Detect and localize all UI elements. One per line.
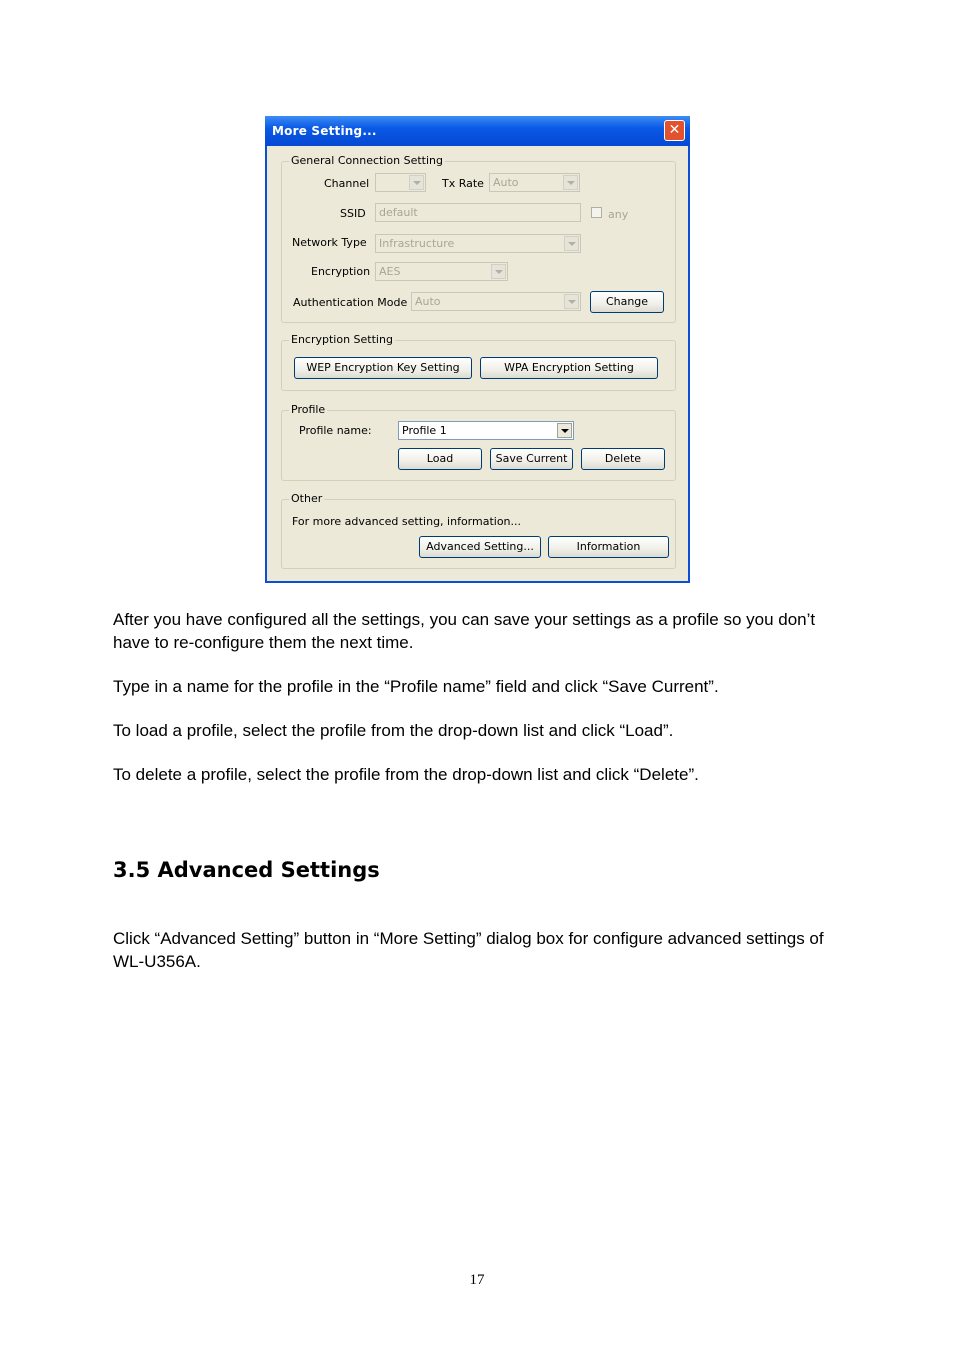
encryption-select[interactable] [375, 262, 508, 281]
channel-label: Channel [324, 177, 370, 190]
auth-mode-label: Authentication Mode [293, 296, 408, 309]
chevron-down-icon [491, 264, 506, 279]
ssid-input[interactable] [375, 203, 581, 222]
tx-rate-label: Tx Rate [442, 177, 484, 190]
save-current-button[interactable]: Save Current [490, 448, 573, 470]
ssid-label: SSID [340, 207, 366, 220]
any-checkbox[interactable] [591, 207, 602, 218]
advanced-info-text: For more advanced setting, information... [292, 515, 522, 528]
network-type-value: Infrastructure [379, 237, 455, 250]
paragraph-load-profile: To load a profile, select the profile from the drop-down list and click “Load”. [113, 721, 674, 740]
wep-key-setting-button[interactable]: WEP Encryption Key Setting [294, 357, 472, 379]
close-icon[interactable]: ✕ [664, 120, 685, 141]
encryption-value: AES [379, 265, 401, 278]
paragraph-save-profile: After you have configured all the settings, you can save your settings as a profile so you don’t have to re-configure them the next time. [113, 610, 816, 652]
profile-legend: Profile [291, 403, 326, 416]
chevron-down-icon [557, 423, 572, 438]
channel-select[interactable] [375, 173, 426, 192]
more-setting-dialog [265, 116, 690, 583]
dialog-title: More Setting... [272, 124, 377, 138]
other-group [281, 492, 676, 569]
network-type-select[interactable] [375, 234, 581, 253]
encryption-setting-legend: Encryption Setting [291, 333, 393, 346]
ssid-value: default [379, 206, 418, 219]
page-number: 17 [469, 1272, 485, 1288]
dialog-titlebar[interactable] [265, 116, 690, 146]
tx-rate-value: Auto [493, 176, 519, 189]
network-type-label: Network Type [292, 236, 367, 249]
general-connection-legend: General Connection Setting [291, 154, 443, 167]
other-legend: Other [291, 492, 323, 505]
delete-button[interactable]: Delete [581, 448, 665, 470]
profile-name-label: Profile name: [299, 424, 372, 437]
paragraph-type-name: Type in a name for the profile in the “Profile name” field and click “Save Current”. [113, 677, 719, 696]
wpa-setting-button[interactable]: WPA Encryption Setting [480, 357, 658, 379]
profile-name-value: Profile 1 [402, 424, 447, 437]
tx-rate-select[interactable] [489, 173, 580, 192]
advanced-setting-button[interactable]: Advanced Setting... [419, 536, 541, 558]
paragraph-delete-profile: To delete a profile, select the profile from the drop-down list and click “Delete”. [113, 765, 699, 784]
change-button[interactable]: Change [590, 291, 664, 313]
chevron-down-icon [563, 175, 578, 190]
profile-group [281, 403, 676, 481]
auth-mode-select[interactable] [411, 292, 581, 311]
chevron-down-icon [564, 236, 579, 251]
paragraph-advanced-setting: Click “Advanced Setting” button in “More Setting” dialog box for configure advanced settings of WL-U356A. [113, 929, 824, 971]
any-label: any [608, 208, 629, 221]
encryption-label: Encryption [311, 265, 371, 278]
chevron-down-icon [564, 294, 579, 309]
chevron-down-icon [409, 175, 424, 190]
auth-mode-value: Auto [415, 295, 441, 308]
information-button[interactable]: Information [548, 536, 669, 558]
general-connection-group [281, 154, 676, 323]
load-button[interactable]: Load [398, 448, 482, 470]
encryption-setting-group [281, 333, 676, 391]
section-heading: 3.5 Advanced Settings [113, 858, 380, 882]
profile-name-select[interactable] [398, 421, 574, 440]
